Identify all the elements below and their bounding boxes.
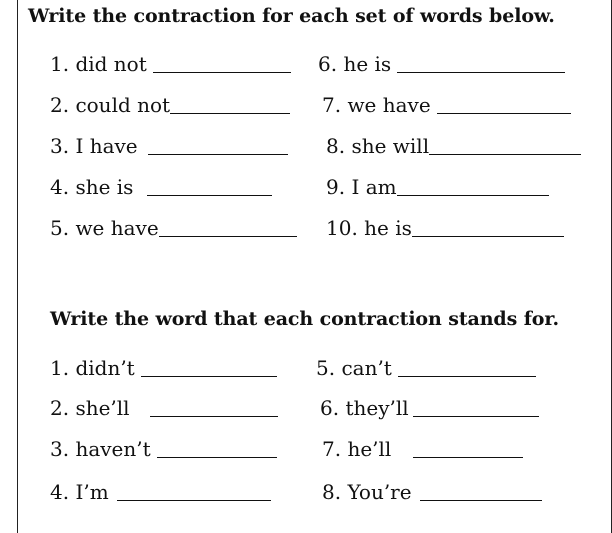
s1-item-10-label: 10. he is xyxy=(326,216,412,240)
s1-item-3-answer-line[interactable] xyxy=(148,153,288,155)
s1-item-9-label: 9. I am xyxy=(326,175,397,199)
s2-item-3 xyxy=(50,437,277,461)
s2-item-2-label: 2. she’ll xyxy=(50,396,130,420)
s1-item-10-answer-line[interactable] xyxy=(412,235,564,237)
s1-item-6-answer-line[interactable] xyxy=(397,71,565,73)
s1-item-6-label: 6. he is xyxy=(318,52,392,76)
s2-item-3-label: 3. haven’t xyxy=(50,437,151,461)
s2-item-2 xyxy=(50,396,278,420)
s1-item-7-label: 7. we have xyxy=(322,93,431,117)
s1-item-3 xyxy=(50,134,288,158)
s2-item-8-label: 8. You’re xyxy=(322,480,412,504)
s2-item-5-label: 5. can’t xyxy=(316,356,392,380)
s2-item-4-answer-line[interactable] xyxy=(117,499,271,501)
s2-item-8-answer-line[interactable] xyxy=(420,499,542,501)
s1-item-5-answer-line[interactable] xyxy=(159,235,297,237)
s1-item-3-label: 3. I have xyxy=(50,134,138,158)
s2-item-5 xyxy=(316,356,536,380)
s1-item-4-answer-line[interactable] xyxy=(147,194,272,196)
s2-item-5-answer-line[interactable] xyxy=(398,375,536,377)
s1-item-8 xyxy=(326,134,581,158)
s2-item-1 xyxy=(50,356,277,380)
s1-item-1-answer-line[interactable] xyxy=(153,71,291,73)
s2-item-8 xyxy=(322,480,542,504)
s1-item-7 xyxy=(322,93,571,117)
s1-item-7-answer-line[interactable] xyxy=(437,112,571,114)
s2-item-1-answer-line[interactable] xyxy=(141,375,277,377)
s1-item-9-answer-line[interactable] xyxy=(397,194,549,196)
s1-item-2 xyxy=(50,93,290,117)
s1-item-1-label: 1. did not xyxy=(50,52,147,76)
s2-item-7 xyxy=(322,437,523,461)
s1-item-8-label: 8. she will xyxy=(326,134,430,158)
s1-item-5-label: 5. we have xyxy=(50,216,159,240)
section2-title: Write the word that each contraction stands for. xyxy=(50,308,560,330)
s2-item-6-label: 6. they’ll xyxy=(320,396,409,420)
s2-item-4-label: 4. I’m xyxy=(50,480,109,504)
s1-item-8-answer-line[interactable] xyxy=(429,153,581,155)
s1-item-4 xyxy=(50,175,272,199)
s2-item-4 xyxy=(50,480,271,504)
s1-item-1 xyxy=(50,52,291,76)
s1-item-6 xyxy=(318,52,565,76)
s2-item-7-label: 7. he’ll xyxy=(322,437,392,461)
s2-item-7-answer-line[interactable] xyxy=(413,456,523,458)
s1-item-4-label: 4. she is xyxy=(50,175,134,199)
s1-item-2-label: 2. could not xyxy=(50,93,171,117)
s2-item-3-answer-line[interactable] xyxy=(157,456,277,458)
s2-item-1-label: 1. didn’t xyxy=(50,356,135,380)
s2-item-6 xyxy=(320,396,539,420)
s2-item-2-answer-line[interactable] xyxy=(150,415,278,417)
s1-item-10 xyxy=(326,216,564,240)
s1-item-5 xyxy=(50,216,297,240)
section1-title: Write the contraction for each set of words below. xyxy=(28,5,555,27)
s1-item-2-answer-line[interactable] xyxy=(170,112,290,114)
s1-item-9 xyxy=(326,175,549,199)
s2-item-6-answer-line[interactable] xyxy=(413,415,539,417)
